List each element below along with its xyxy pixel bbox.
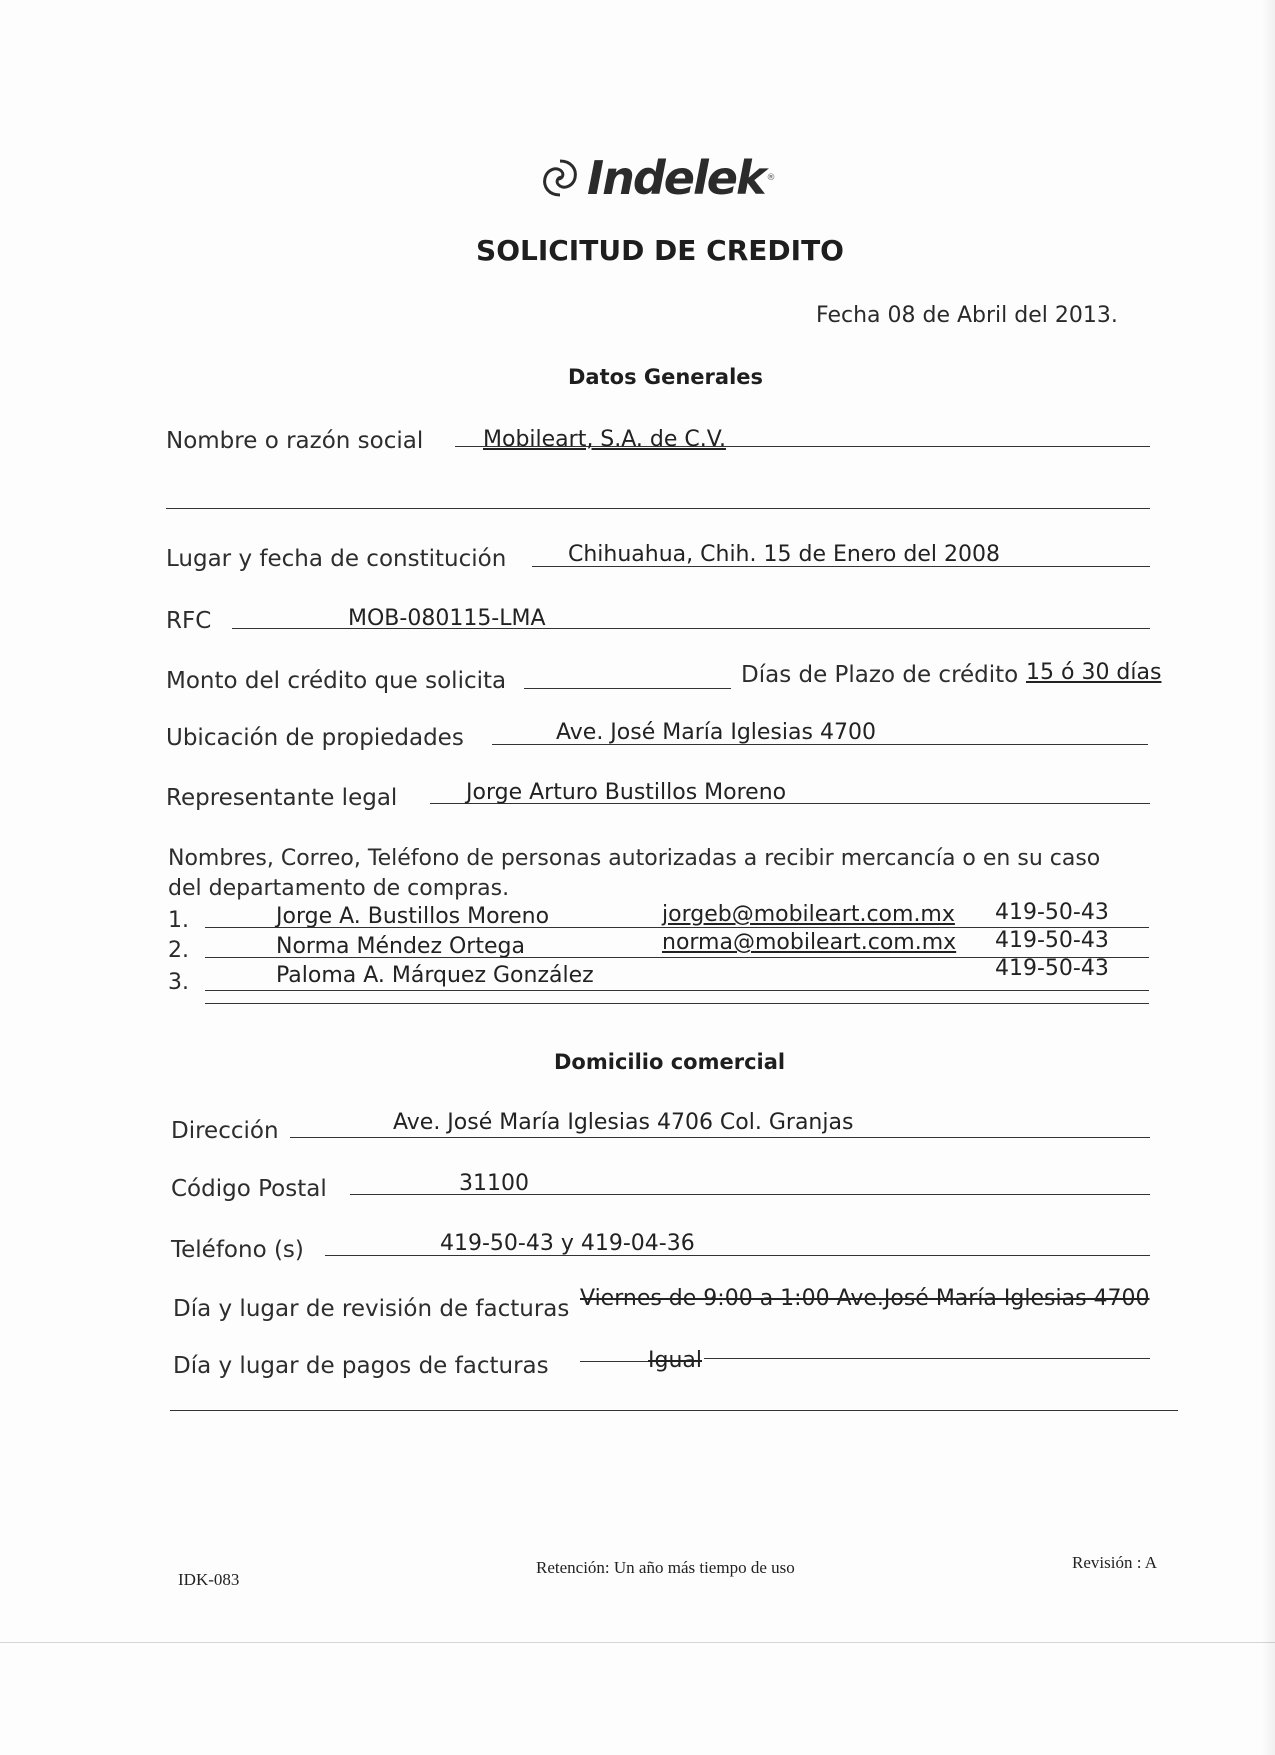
monto-line (524, 688, 731, 689)
contact-1-name[interactable]: Jorge A. Bustillos Moreno (276, 904, 550, 929)
telefono-value[interactable]: 419-50-43 y 419-04-36 (440, 1231, 695, 1256)
personas-label-line1: Nombres, Correo, Teléfono de personas autorizadas a recibir mercancía o en su caso (168, 846, 1101, 871)
ubicacion-label: Ubicación de propiedades (166, 725, 464, 751)
telefono-label: Teléfono (s) (171, 1237, 304, 1263)
cp-value[interactable]: 31100 (459, 1171, 529, 1196)
lugar-value[interactable]: Chihuahua, Chih. 15 de Enero del 2008 (568, 542, 1000, 567)
contact-1-email[interactable]: jorgeb@mobileart.com.mx (662, 902, 955, 927)
contact-3-phone[interactable]: 419-50-43 (995, 956, 1109, 981)
nombre-label: Nombre o razón social (166, 428, 424, 454)
contact-1-phone[interactable]: 419-50-43 (995, 900, 1109, 925)
section-datos-generales: Datos Generales (568, 365, 764, 389)
contact-3-number: 3. (168, 970, 189, 995)
representante-label: Representante legal (166, 785, 398, 811)
footer-revision: Revisión : A (1072, 1553, 1158, 1572)
rfc-label: RFC (166, 608, 212, 634)
personas-label-line2: del departamento de compras. (168, 876, 510, 901)
contact-2-phone[interactable]: 419-50-43 (995, 928, 1109, 953)
contact-2-email[interactable]: norma@mobileart.com.mx (662, 930, 957, 955)
direccion-line (290, 1137, 1150, 1138)
scan-page-edge (0, 1642, 1275, 1643)
pagos-line (704, 1358, 1150, 1359)
pagos-strike-left (580, 1361, 648, 1362)
scan-shadow (1261, 0, 1275, 1755)
pagos-label: Día y lugar de pagos de facturas (173, 1353, 549, 1379)
representante-value[interactable]: Jorge Arturo Bustillos Moreno (466, 780, 787, 805)
rfc-value[interactable]: MOB-080115-LMA (348, 606, 546, 631)
revision-value[interactable]: Viernes de 9:00 a 1:00 Ave.José María Iglesias 4700 (580, 1286, 1150, 1311)
footer-code: IDK-083 (178, 1570, 240, 1589)
footer-retention: Retención: Un año más tiempo de uso (536, 1558, 795, 1577)
pagos-extra-line (170, 1410, 1178, 1411)
contact-1-number: 1. (168, 908, 189, 933)
monto-label: Monto del crédito que solicita (166, 668, 507, 694)
indelek-logo (535, 150, 776, 206)
dias-label: Días de Plazo de crédito (741, 662, 1019, 688)
registered-mark: ® (766, 173, 776, 183)
page-title: SOLICITUD DE CREDITO (476, 234, 844, 267)
dias-value[interactable]: 15 ó 30 días (1026, 660, 1162, 685)
pagos-value[interactable]: Igual (648, 1348, 702, 1373)
swirl-logo-icon (535, 153, 585, 203)
contact-3-name[interactable]: Paloma A. Márquez González (276, 963, 594, 988)
cp-label: Código Postal (171, 1176, 327, 1202)
contact-extra-line (205, 1003, 1149, 1004)
revision-label: Día y lugar de revisión de facturas (173, 1296, 570, 1322)
lugar-label: Lugar y fecha de constitución (166, 546, 507, 572)
direccion-label: Dirección (171, 1118, 279, 1144)
contact-2-name[interactable]: Norma Méndez Ortega (276, 934, 525, 959)
contact-2-number: 2. (168, 938, 189, 963)
contact-3-line (205, 990, 1149, 991)
logo-text: Indelek (587, 151, 765, 205)
nombre-extra-line (166, 508, 1150, 509)
ubicacion-value[interactable]: Ave. José María Iglesias 4700 (556, 720, 876, 745)
nombre-value[interactable]: Mobileart, S.A. de C.V. (483, 427, 726, 452)
date-line: Fecha 08 de Abril del 2013. (816, 303, 1118, 328)
direccion-value[interactable]: Ave. José María Iglesias 4706 Col. Granjas (393, 1110, 854, 1135)
section-domicilio-comercial: Domicilio comercial (554, 1050, 786, 1074)
